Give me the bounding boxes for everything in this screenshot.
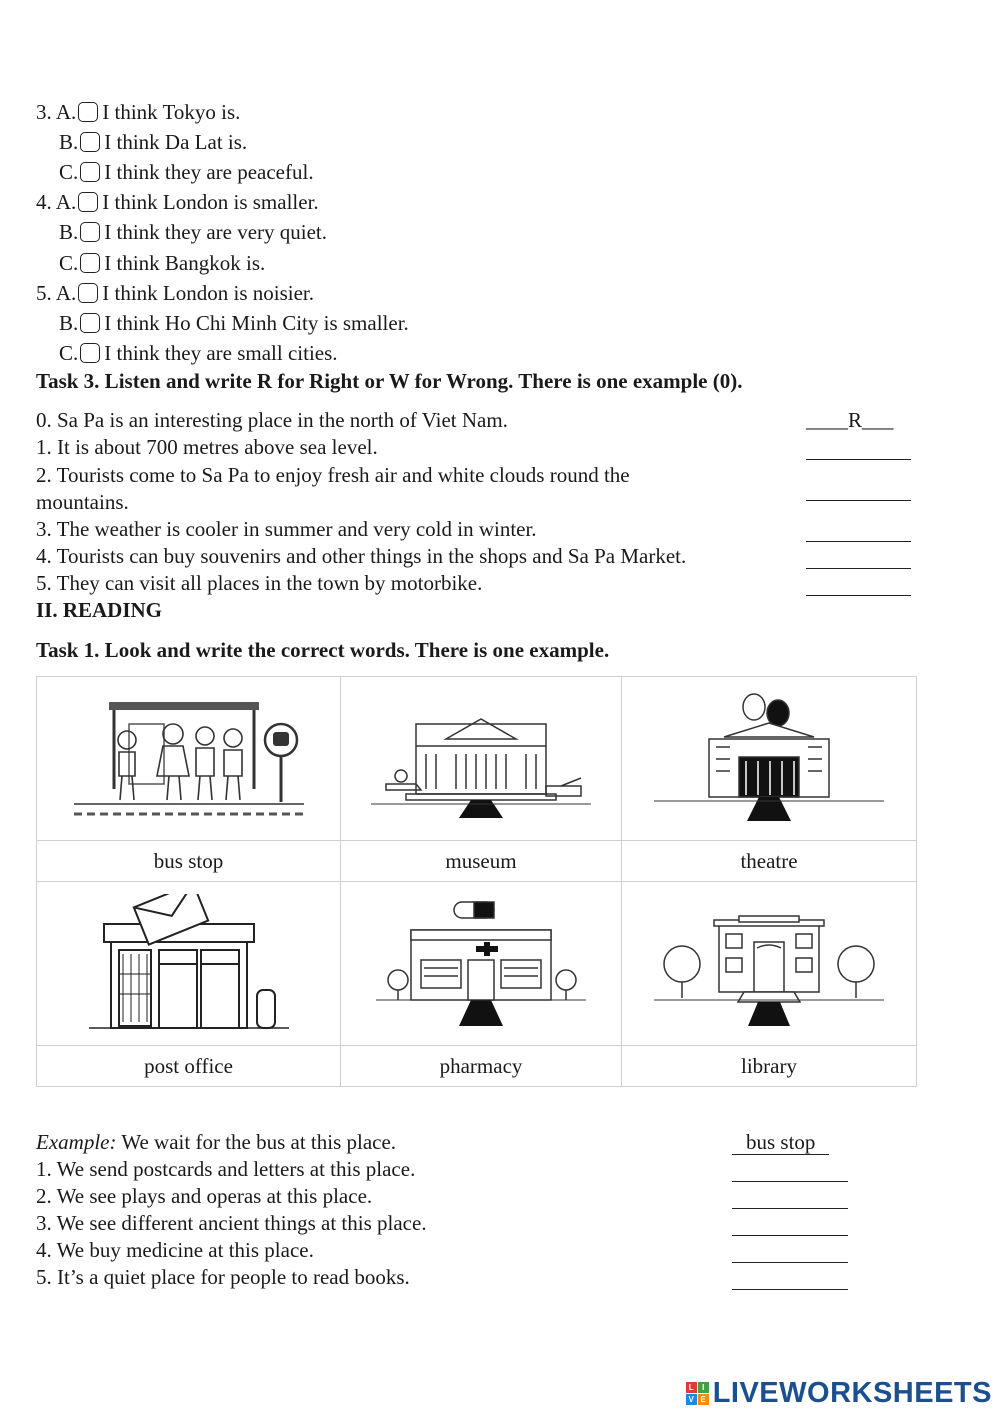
option-text: I think Ho Chi Minh City is smaller. bbox=[104, 311, 409, 335]
reading-question: 2. We see plays and operas at this place. bbox=[36, 1184, 373, 1208]
post-office-illustration bbox=[89, 894, 289, 1034]
section-heading: II. READING bbox=[36, 598, 163, 622]
answer-blank[interactable] bbox=[806, 440, 911, 466]
museum-illustration bbox=[371, 694, 591, 824]
option-prefix: 3. A. bbox=[36, 100, 77, 124]
option-prefix: C. bbox=[59, 341, 79, 365]
task3-statement: 1. It is about 700 metres above sea level. bbox=[36, 435, 378, 459]
option-row bbox=[59, 250, 265, 276]
reading-question: 4. We buy medicine at this place. bbox=[36, 1238, 314, 1262]
task3-statement: 0. Sa Pa is an interesting place in the north of Viet Nam. bbox=[36, 408, 508, 432]
logo-mark-icon bbox=[686, 1382, 709, 1405]
example-answer bbox=[732, 1129, 829, 1155]
option-prefix: C. bbox=[59, 160, 79, 184]
task3-statement-cont: mountains. bbox=[36, 490, 129, 514]
option-text: I think they are small cities. bbox=[104, 341, 338, 365]
option-row bbox=[36, 189, 319, 215]
example-sentence bbox=[36, 1129, 396, 1155]
option-row bbox=[59, 129, 247, 155]
library-picture bbox=[622, 882, 917, 1046]
option-prefix: C. bbox=[59, 251, 79, 275]
task3-statement: 4. Tourists can buy souvenirs and other things in the shops and Sa Pa Market. bbox=[36, 544, 687, 568]
example-label: Example: bbox=[36, 1130, 117, 1154]
answer-checkbox[interactable] bbox=[80, 162, 100, 182]
library-illustration bbox=[654, 894, 884, 1034]
bus-stop-illustration bbox=[69, 694, 309, 824]
brand-name: LIVEWORKSHEETS bbox=[712, 1376, 992, 1409]
answer-blank[interactable] bbox=[806, 481, 911, 507]
example-text: We wait for the bus at this place. bbox=[116, 1130, 397, 1154]
answer-checkbox[interactable] bbox=[80, 132, 100, 152]
liveworksheets-logo bbox=[686, 1376, 992, 1410]
logo-mark-letter: V bbox=[686, 1394, 697, 1405]
logo-mark-letter: E bbox=[698, 1394, 709, 1405]
option-row bbox=[59, 310, 409, 336]
theatre-picture bbox=[622, 677, 917, 841]
option-prefix: B. bbox=[59, 311, 79, 335]
place-label: theatre bbox=[622, 841, 917, 882]
option-row bbox=[36, 280, 314, 306]
option-text: I think Bangkok is. bbox=[104, 251, 266, 275]
task3-title: Task 3. Listen and write R for Right or W for Wrong. There is one example (0). bbox=[36, 369, 743, 393]
answer-checkbox[interactable] bbox=[78, 102, 98, 122]
option-row bbox=[59, 340, 338, 366]
answer-checkbox[interactable] bbox=[78, 283, 98, 303]
pharmacy-illustration bbox=[376, 894, 586, 1034]
option-prefix: 4. A. bbox=[36, 190, 77, 214]
answer-blank[interactable] bbox=[732, 1270, 848, 1296]
place-label: pharmacy bbox=[341, 1046, 622, 1087]
museum-picture bbox=[341, 677, 622, 841]
example-answer: ____R___ bbox=[806, 408, 894, 432]
answer-blank[interactable] bbox=[806, 522, 911, 548]
answer-blank[interactable] bbox=[732, 1162, 848, 1188]
place-label: museum bbox=[341, 841, 622, 882]
option-row bbox=[59, 219, 327, 245]
bus-stop-picture bbox=[37, 677, 341, 841]
option-text: I think London is smaller. bbox=[102, 190, 319, 214]
example-answer-text: bus stop bbox=[732, 1131, 829, 1155]
answer-blank[interactable] bbox=[806, 549, 911, 575]
option-text: I think they are peaceful. bbox=[104, 160, 314, 184]
answer-blank[interactable] bbox=[806, 576, 911, 602]
reading-question: 1. We send postcards and letters at this place. bbox=[36, 1157, 416, 1181]
task3-statement: 2. Tourists come to Sa Pa to enjoy fresh air and white clouds round the bbox=[36, 463, 630, 487]
answer-checkbox[interactable] bbox=[80, 222, 100, 242]
option-row bbox=[59, 159, 314, 185]
task1-title: Task 1. Look and write the correct words. There is one example. bbox=[36, 638, 610, 662]
task3-statement: 5. They can visit all places in the town by motorbike. bbox=[36, 571, 483, 595]
pharmacy-picture bbox=[341, 882, 622, 1046]
place-label: library bbox=[622, 1046, 917, 1087]
place-label: post office bbox=[37, 1046, 341, 1087]
answer-blank[interactable] bbox=[732, 1243, 848, 1269]
answer-checkbox[interactable] bbox=[78, 192, 98, 212]
option-prefix: B. bbox=[59, 220, 79, 244]
answer-blank[interactable] bbox=[732, 1189, 848, 1215]
answer-blank[interactable] bbox=[732, 1216, 848, 1242]
option-row bbox=[36, 99, 240, 125]
option-text: I think London is noisier. bbox=[102, 281, 315, 305]
option-prefix: B. bbox=[59, 130, 79, 154]
logo-mark-letter: I bbox=[698, 1382, 709, 1393]
answer-checkbox[interactable] bbox=[80, 253, 100, 273]
place-label: bus stop bbox=[37, 841, 341, 882]
places-picture-table bbox=[36, 676, 917, 1087]
answer-checkbox[interactable] bbox=[80, 343, 100, 363]
task3-statement: 3. The weather is cooler in summer and very cold in winter. bbox=[36, 517, 537, 541]
answer-checkbox[interactable] bbox=[80, 313, 100, 333]
theatre-illustration bbox=[654, 689, 884, 829]
option-prefix: 5. A. bbox=[36, 281, 77, 305]
option-text: I think Tokyo is. bbox=[102, 100, 241, 124]
option-text: I think Da Lat is. bbox=[104, 130, 248, 154]
post-office-picture bbox=[37, 882, 341, 1046]
reading-question: 5. It’s a quiet place for people to read books. bbox=[36, 1265, 410, 1289]
option-text: I think they are very quiet. bbox=[104, 220, 328, 244]
reading-question: 3. We see different ancient things at this place. bbox=[36, 1211, 427, 1235]
logo-mark-letter: L bbox=[686, 1382, 697, 1393]
